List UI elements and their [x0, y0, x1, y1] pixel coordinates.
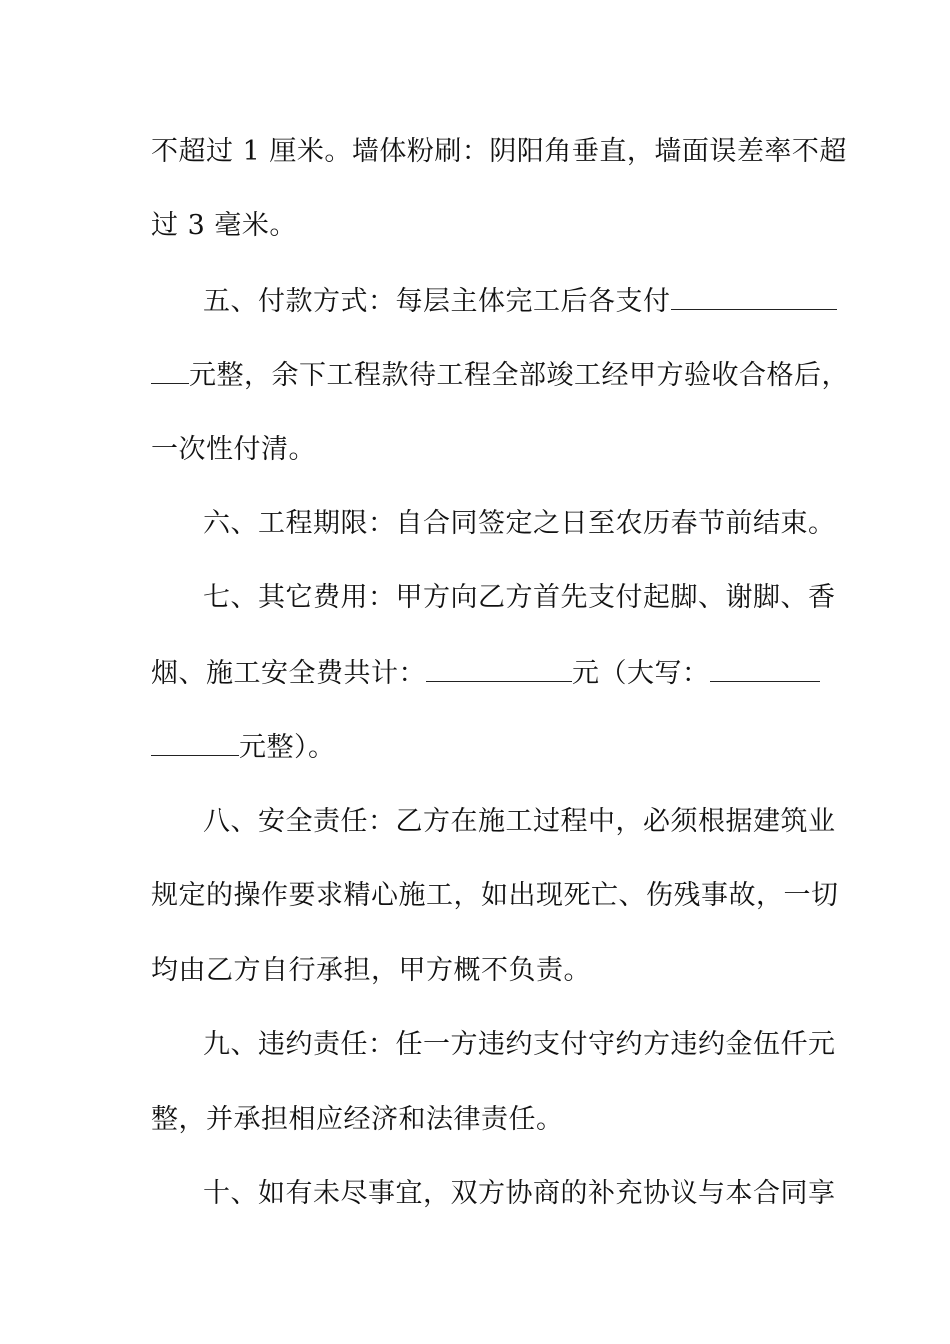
fees-line-3 [151, 729, 336, 766]
other-line-1: 十、如有未尽事宜，双方协商的补充协议与本合同享 [203, 1178, 836, 1209]
fees-line-3-text: 元整）。 [239, 732, 336, 763]
quality-line-2: 过 3 毫米。 [151, 210, 297, 241]
quality-line-1: 不超过 1 厘米。墙体粉刷：阴阳角垂直，墙面误差率不超 [151, 136, 847, 167]
fees-amount-blank [426, 655, 572, 682]
payment-line-2 [151, 357, 849, 394]
fees-line-2-text: 烟、施工安全费共计： [151, 658, 426, 689]
payment-line-2-text: 元整，余下工程款待工程全部竣工经甲方验收合格后， [189, 360, 849, 391]
safety-line-1: 八、安全责任：乙方在施工过程中，必须根据建筑业 [203, 806, 836, 837]
payment-line-1-text: 五、付款方式：每层主体完工后各支付 [203, 286, 671, 317]
payment-line-3: 一次性付清。 [151, 434, 316, 465]
fees-line-2 [151, 655, 820, 692]
fees-capital-blank-cont [151, 729, 239, 756]
payment-line-1 [203, 283, 837, 320]
fees-line-1: 七、其它费用：甲方向乙方首先支付起脚、谢脚、香 [203, 582, 836, 613]
breach-line-1: 九、违约责任：任一方违约支付守约方违约金伍仟元 [203, 1029, 836, 1060]
breach-line-2: 整，并承担相应经济和法律责任。 [151, 1104, 564, 1135]
safety-line-2: 规定的操作要求精心施工，如出现死亡、伤残事故，一切 [151, 880, 839, 911]
fees-capital-blank [710, 655, 820, 682]
safety-line-3: 均由乙方自行承担，甲方概不负责。 [151, 955, 591, 986]
payment-amount-blank [671, 283, 837, 310]
fees-line-2-mid: 元（大写： [572, 658, 710, 689]
payment-amount-blank-cont [151, 357, 189, 384]
period-line-1: 六、工程期限：自合同签定之日至农历春节前结束。 [203, 508, 836, 539]
